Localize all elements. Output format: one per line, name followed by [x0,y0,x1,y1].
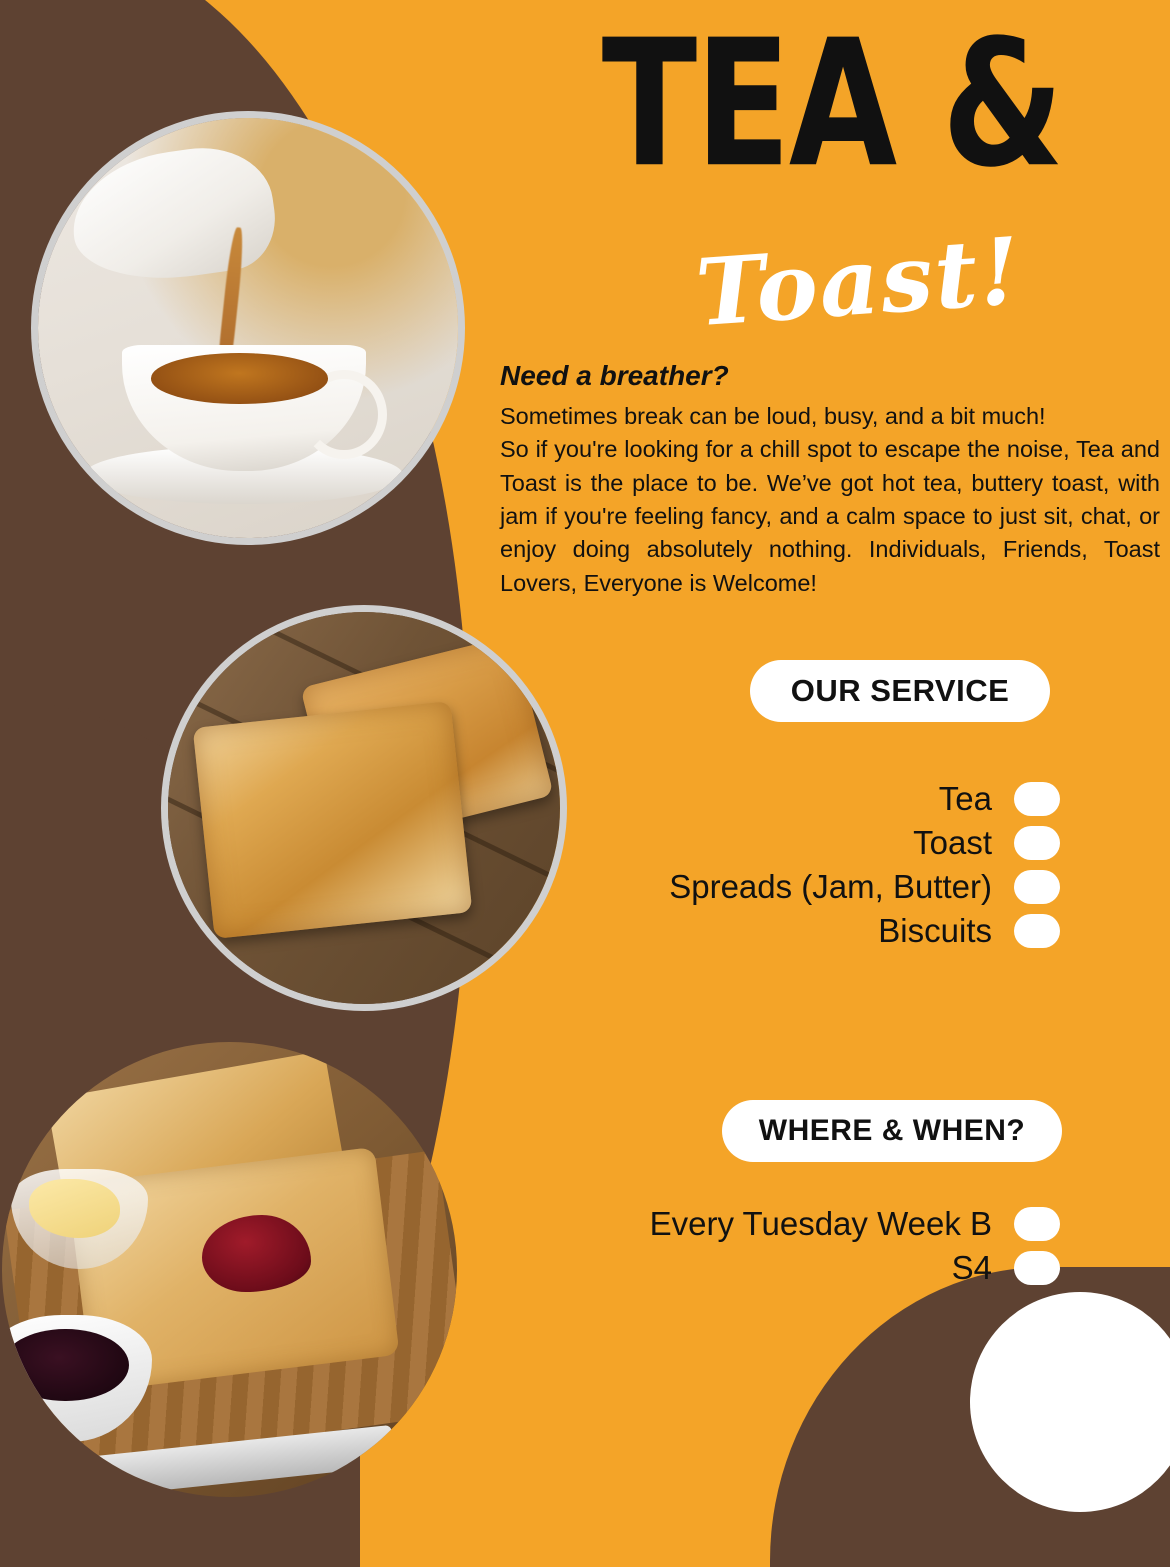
service-item-label: Toast [913,824,992,861]
list-item [939,780,1060,818]
tea-photo-背景 [38,118,458,538]
intro-heading: Need a breather? [500,360,729,391]
jam-photo-background [2,1042,457,1497]
toast-slice-front [193,701,472,939]
our-service-pill: OUR SERVICE [750,660,1050,722]
jam-bowl-contents [2,1329,129,1402]
tea-pouring-photo [38,118,458,538]
bullet-dot-icon [1014,870,1060,904]
jam-dollop-shape [202,1215,311,1292]
intro-paragraph-line1: Sometimes break can be loud, busy, and a bit much! [500,403,1046,429]
where-when-list [650,1205,1060,1287]
poster-subtitle-script: Toast! [693,216,1026,348]
where-when-pill: WHERE & WHEN? [722,1100,1062,1162]
bullet-dot-icon [1014,1207,1060,1241]
list-item [878,912,1060,950]
poster-title: TEA & [601,3,1062,207]
intro-paragraph [500,400,1160,600]
where-when-item-label: Every Tuesday Week B [649,1205,992,1242]
bullet-dot-icon [1014,826,1060,860]
tea-liquid-shape [151,353,327,403]
service-list [669,780,1060,950]
jam-toast-photo [2,1042,457,1497]
intro-text-block [500,360,1160,600]
list-item [650,1205,1060,1243]
list-item [669,868,1060,906]
bullet-dot-icon [1014,914,1060,948]
intro-paragraph-body: So if you're looking for a chill spot to escape the noise, Tea and Toast is the place to be. We’ve got hot tea, buttery toast, with jam if you're feeling fancy, and a calm space to just sit, chat, or enjoy doing absolutely nothing. Individuals, Friends, Toast Lovers, Everyone is Welcome! [500,436,1160,596]
bullet-dot-icon [1014,782,1060,816]
service-item-label: Tea [938,780,992,817]
toast-slices-photo [168,612,560,1004]
list-item [952,1249,1060,1287]
toast-photo-background [168,612,560,1004]
bullet-dot-icon [1014,1251,1060,1285]
where-when-item-label: S4 [951,1249,992,1286]
list-item [913,824,1060,862]
service-item-label: Spreads (Jam, Butter) [669,868,992,905]
service-item-label: Biscuits [878,912,992,949]
teapot-shape [64,138,281,291]
